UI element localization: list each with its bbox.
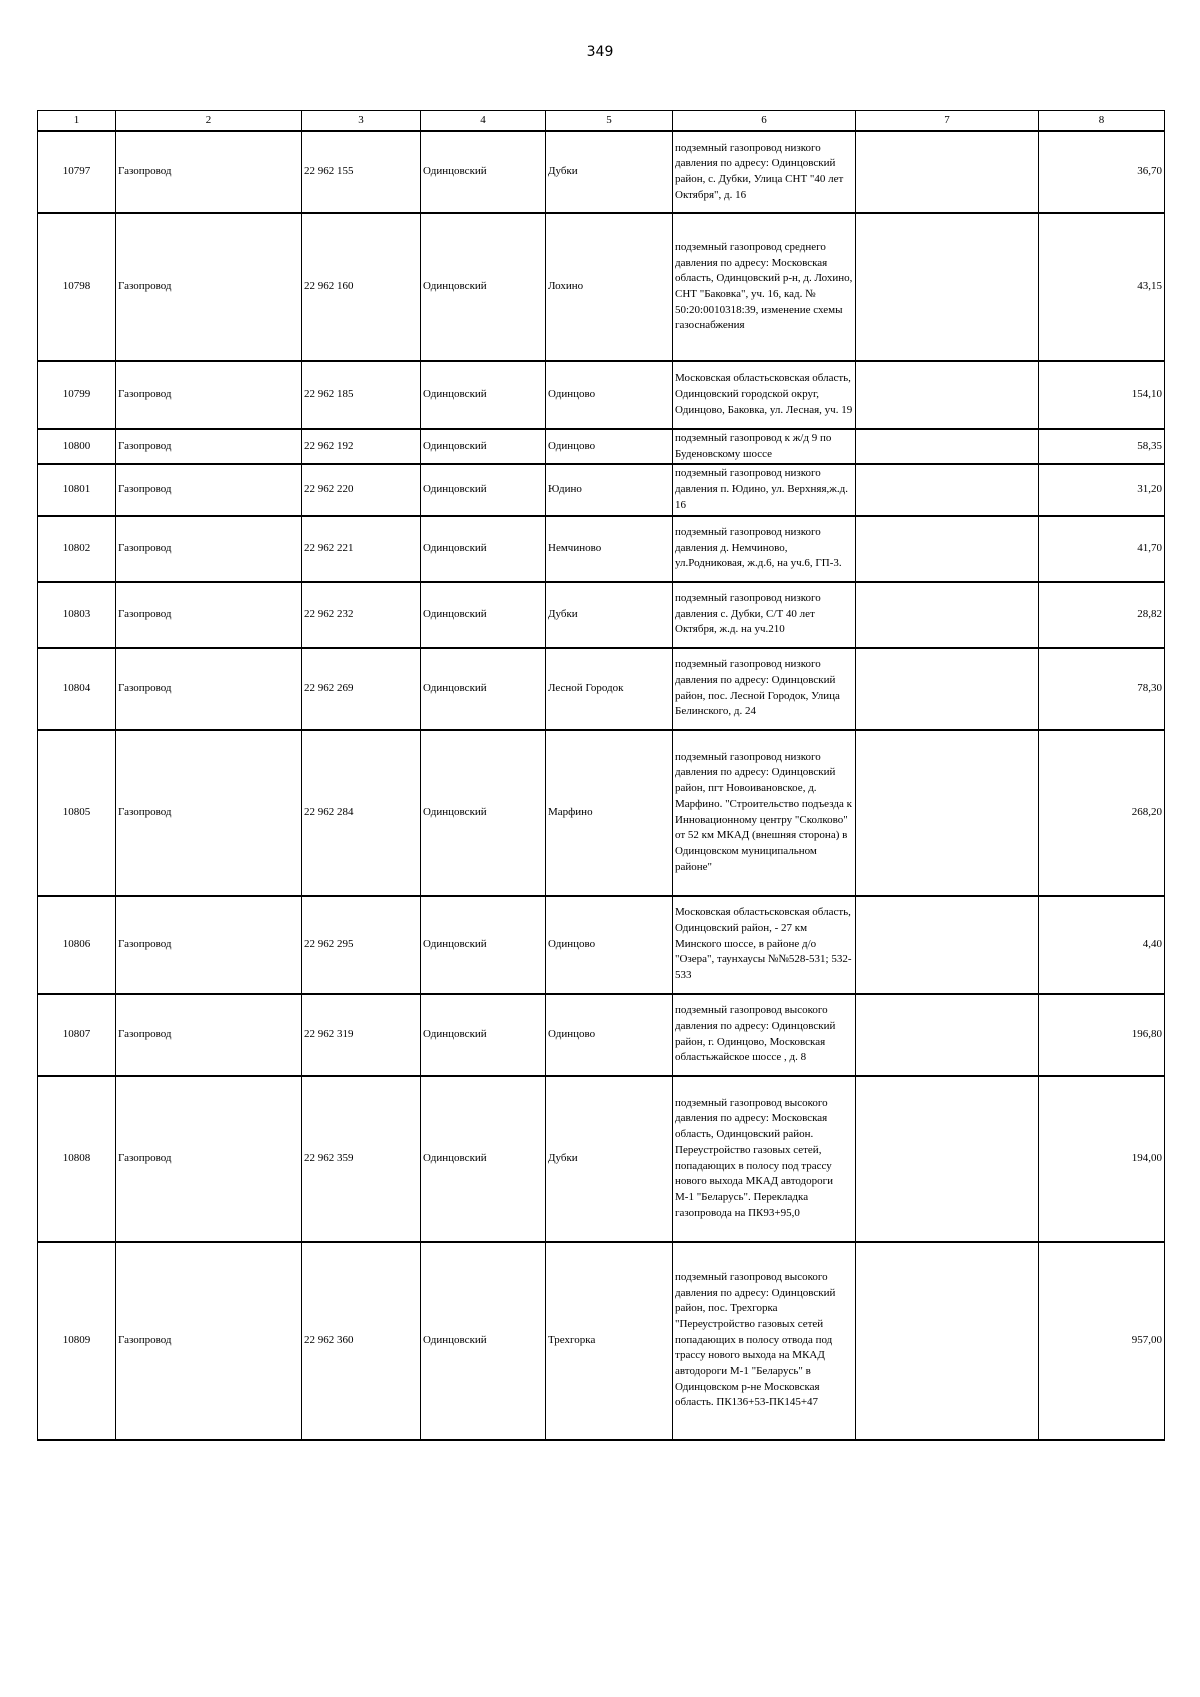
header-row — [38, 111, 1165, 132]
object-type: Газопровод — [116, 648, 302, 730]
row-id: 10798 — [38, 213, 116, 361]
district: Одинцовский — [421, 648, 546, 730]
locality: Одинцово — [546, 429, 673, 464]
object-type: Газопровод — [116, 582, 302, 648]
object-type: Газопровод — [116, 994, 302, 1076]
description: подземный газопровод низкого давления по адресу: Одинцовский район, пос. Лесной Городок, Улица Белинского, д. 24 — [673, 648, 856, 730]
column-7-cell — [856, 213, 1039, 361]
object-type: Газопровод — [116, 516, 302, 582]
description: подземный газопровод низкого давления д. Немчиново, ул.Родниковая, ж.д.6, на уч.6, ГП-3. — [673, 516, 856, 582]
table-row — [38, 896, 1165, 994]
length-value: 268,20 — [1039, 730, 1165, 896]
column-header: 8 — [1039, 111, 1165, 132]
description: подземный газопровод высокого давления по адресу: Одинцовский район, пос. Трехгорка "Переустройство газовых сетей попадающих в полосу отвода под трассу нового выхода на МКАД автодороги М-1 "Беларусь" в Одинцовском р-не Московская область. ПК136+53-ПК145+47 — [673, 1242, 856, 1440]
locality: Одинцово — [546, 896, 673, 994]
length-value: 43,15 — [1039, 213, 1165, 361]
object-code: 22 962 269 — [302, 648, 421, 730]
locality: Лесной Городок — [546, 648, 673, 730]
locality: Дубки — [546, 1076, 673, 1242]
description: Московская областьсковская область, Одинцовский район, - 27 км Минского шоссе, в районе д/о "Озера", таунхаусы №№528-531; 532-533 — [673, 896, 856, 994]
column-7-cell — [856, 361, 1039, 429]
row-id: 10802 — [38, 516, 116, 582]
district: Одинцовский — [421, 1076, 546, 1242]
district: Одинцовский — [421, 361, 546, 429]
length-value: 41,70 — [1039, 516, 1165, 582]
description: подземный газопровод среднего давления по адресу: Московская область, Одинцовский р-н, д. Лохино, СНТ "Баковка", уч. 16, кад. № 50:20:0010318:39, изменение схемы газоснабжения — [673, 213, 856, 361]
length-value: 957,00 — [1039, 1242, 1165, 1440]
length-value: 78,30 — [1039, 648, 1165, 730]
locality: Немчиново — [546, 516, 673, 582]
description: подземный газопровод высокого давления по адресу: Московская область, Одинцовский район. Переустройство газовых сетей, попадающих в полосу под трассу нового выхода МКАД автодороги М-1 "Беларусь". Перекладка газопровода на ПК93+95,0 — [673, 1076, 856, 1242]
object-type: Газопровод — [116, 896, 302, 994]
length-value: 58,35 — [1039, 429, 1165, 464]
object-code: 22 962 232 — [302, 582, 421, 648]
row-id: 10808 — [38, 1076, 116, 1242]
column-7-cell — [856, 582, 1039, 648]
object-code: 22 962 319 — [302, 994, 421, 1076]
description: подземный газопровод низкого давления по адресу: Одинцовский район, с. Дубки, Улица СНТ "40 лет Октября", д. 16 — [673, 131, 856, 213]
table-row — [38, 516, 1165, 582]
table-row — [38, 1076, 1165, 1242]
object-code: 22 962 295 — [302, 896, 421, 994]
row-id: 10806 — [38, 896, 116, 994]
district: Одинцовский — [421, 582, 546, 648]
locality: Лохино — [546, 213, 673, 361]
row-id: 10801 — [38, 464, 116, 515]
district: Одинцовский — [421, 516, 546, 582]
table-row — [38, 648, 1165, 730]
object-code: 22 962 359 — [302, 1076, 421, 1242]
table-row — [38, 361, 1165, 429]
locality: Одинцово — [546, 361, 673, 429]
column-header: 1 — [38, 111, 116, 132]
column-header: 2 — [116, 111, 302, 132]
row-id: 10804 — [38, 648, 116, 730]
district: Одинцовский — [421, 464, 546, 515]
description: подземный газопровод низкого давления п. Юдино, ул. Верхняя,ж.д. 16 — [673, 464, 856, 515]
locality: Дубки — [546, 131, 673, 213]
table-row — [38, 464, 1165, 515]
locality: Юдино — [546, 464, 673, 515]
object-type: Газопровод — [116, 429, 302, 464]
table-row — [38, 131, 1165, 213]
description: подземный газопровод к ж/д 9 по Буденовскому шоссе — [673, 429, 856, 464]
district: Одинцовский — [421, 131, 546, 213]
description: подземный газопровод низкого давления по адресу: Одинцовский район, пгт Новоивановское, д. Марфино. "Строительство подъезда к Инновационному центру "Сколково" от 52 км МКАД (внешняя сторона) в Одинцовском муниципальном районе" — [673, 730, 856, 896]
column-header: 5 — [546, 111, 673, 132]
locality: Дубки — [546, 582, 673, 648]
length-value: 154,10 — [1039, 361, 1165, 429]
column-7-cell — [856, 730, 1039, 896]
length-value: 4,40 — [1039, 896, 1165, 994]
object-type: Газопровод — [116, 1076, 302, 1242]
object-type: Газопровод — [116, 464, 302, 515]
object-code: 22 962 360 — [302, 1242, 421, 1440]
table-row — [38, 429, 1165, 464]
column-7-cell — [856, 994, 1039, 1076]
table-row — [38, 1242, 1165, 1440]
district: Одинцовский — [421, 429, 546, 464]
table-row — [38, 730, 1165, 896]
district: Одинцовский — [421, 730, 546, 896]
row-id: 10807 — [38, 994, 116, 1076]
row-id: 10797 — [38, 131, 116, 213]
length-value: 194,00 — [1039, 1076, 1165, 1242]
district: Одинцовский — [421, 896, 546, 994]
object-code: 22 962 284 — [302, 730, 421, 896]
column-7-cell — [856, 429, 1039, 464]
table-row — [38, 213, 1165, 361]
object-code: 22 962 221 — [302, 516, 421, 582]
description: Московская областьсковская область, Одинцовский городской округ, Одинцово, Баковка, ул. Лесная, уч. 19 — [673, 361, 856, 429]
length-value: 196,80 — [1039, 994, 1165, 1076]
column-7-cell — [856, 131, 1039, 213]
district: Одинцовский — [421, 994, 546, 1076]
column-7-cell — [856, 1076, 1039, 1242]
object-type: Газопровод — [116, 213, 302, 361]
length-value: 36,70 — [1039, 131, 1165, 213]
object-type: Газопровод — [116, 131, 302, 213]
locality: Марфино — [546, 730, 673, 896]
row-id: 10799 — [38, 361, 116, 429]
column-header: 6 — [673, 111, 856, 132]
column-header: 4 — [421, 111, 546, 132]
locality: Трехгорка — [546, 1242, 673, 1440]
object-code: 22 962 192 — [302, 429, 421, 464]
row-id: 10809 — [38, 1242, 116, 1440]
page-number: 349 — [586, 44, 614, 60]
column-header: 3 — [302, 111, 421, 132]
description: подземный газопровод низкого давления с. Дубки, С/Т 40 лет Октября, ж.д. на уч.210 — [673, 582, 856, 648]
object-type: Газопровод — [116, 730, 302, 896]
column-7-cell — [856, 896, 1039, 994]
locality: Одинцово — [546, 994, 673, 1076]
description: подземный газопровод высокого давления по адресу: Одинцовский район, г. Одинцово, Московская областьжайское шоссе , д. 8 — [673, 994, 856, 1076]
object-code: 22 962 185 — [302, 361, 421, 429]
district: Одинцовский — [421, 1242, 546, 1440]
column-7-cell — [856, 1242, 1039, 1440]
column-header: 7 — [856, 111, 1039, 132]
column-7-cell — [856, 648, 1039, 730]
object-code: 22 962 220 — [302, 464, 421, 515]
column-7-cell — [856, 516, 1039, 582]
object-code: 22 962 155 — [302, 131, 421, 213]
table-row — [38, 582, 1165, 648]
row-id: 10803 — [38, 582, 116, 648]
district: Одинцовский — [421, 213, 546, 361]
row-id: 10800 — [38, 429, 116, 464]
length-value: 28,82 — [1039, 582, 1165, 648]
object-type: Газопровод — [116, 361, 302, 429]
length-value: 31,20 — [1039, 464, 1165, 515]
column-7-cell — [856, 464, 1039, 515]
row-id: 10805 — [38, 730, 116, 896]
table-row — [38, 994, 1165, 1076]
object-type: Газопровод — [116, 1242, 302, 1440]
registry-table — [37, 110, 1165, 1441]
object-code: 22 962 160 — [302, 213, 421, 361]
